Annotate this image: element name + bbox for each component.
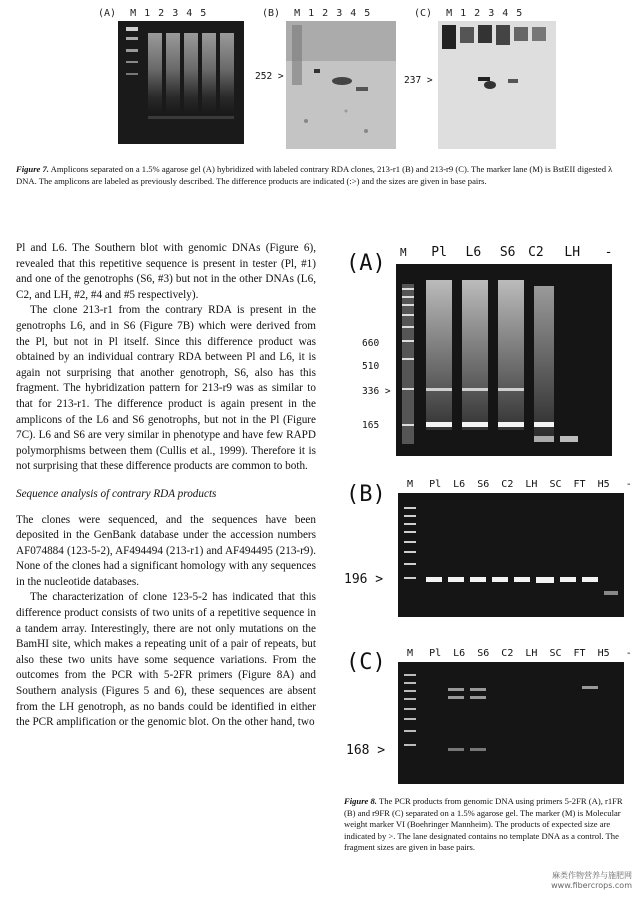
fig8-a-size-510: 510 (362, 361, 380, 372)
site-watermark (520, 870, 632, 890)
fig8-a-lane-c2: C2 (528, 245, 544, 260)
fig8-caption-label: Figure 8. (344, 796, 377, 806)
fig7-panel-c-lanes: M 1 2 3 4 5 (446, 8, 524, 19)
fig8-b-lane-l6: L6 (453, 479, 466, 490)
fig8-c-lane-pl: Pl (429, 648, 442, 659)
fig7-gel-a (118, 21, 244, 144)
fig8-c-lane-ft: FT (573, 648, 586, 659)
fig8-gel-b-image (398, 493, 624, 617)
fig8-b-lane-s6: S6 (477, 479, 490, 490)
fig7-panel-c-size: 237 > (404, 75, 433, 86)
fig8-a-size-660: 660 (362, 338, 380, 349)
fig7-blot-c (438, 21, 556, 149)
fig8-b-lane-h5: H5 (597, 479, 610, 490)
watermark-line-1: 麻类作物营养与施肥网 (552, 871, 632, 880)
fig8-b-lane-ft: FT (573, 479, 586, 490)
fig8-c-size: 168 > (346, 743, 386, 758)
fig7-caption (16, 164, 624, 187)
fig8-panel-b-lanes (407, 479, 632, 490)
fig7-caption-text: Amplicons separated on a 1.5% agarose gel (A) hybridized with labeled contrary RDA clones, 213-r1 (B) and 213-r9 (C). The marker lane (M) is BstEII digested λ DNA. The amplicons are labeled as previously described. The difference products are indicated (:>) and the sizes are given in base pairs. (16, 164, 613, 186)
fig7-blot-b (286, 21, 396, 149)
fig8-caption (344, 796, 624, 854)
fig8-c-lane-lh: LH (525, 648, 538, 659)
fig7-panel-c-header (414, 8, 523, 19)
fig7-panel-a-header (98, 8, 207, 19)
paragraph-4: The characterization of clone 123-5-2 has indicated that this difference product consists of two units of a repetitive sequence in a tandem array. Interestingly, there are not only mutations on the BamHI site, which makes a repeating unit of a pair of repeats, but also these two units have some sequence variations. From the outcomes from the PCR with 5-2FR primers (Figure 8A) and Southern analysis (Figures 5 and 6), these sequences are absent from the LH genotroph, as no bands could be identified in either the PCR amplification or the genomic blot. On the other hand, two (16, 591, 316, 729)
paragraph-2: The clone 213-r1 from the contrary RDA is present in the genotrophs L6, and in S6 (Figure 7B) which were derived from the Pl, but not in Pl itself. Since this difference product was obtained by an individual contrary RDA between Pl and L6, it is again not surprising that another genotroph, S6, also has this fragment. The hybridization pattern for 213-r9 was as similar to that for 213-r1. The difference product is again present in the amplicons of the L6 and S6 genotrophs, but not in the Pl (Figure 7C). L6 and S6 are very similar in phenotype and have few RAPD polymorphisms between them (Cullis et al., 1999). Therefore it is not surprising that these difference products are common to both. (16, 304, 316, 473)
fig7-panel-b-letter: (B) (262, 8, 281, 19)
fig8-panel-a-letter: (A) (346, 251, 386, 276)
fig8-a-lane-pl: Pl (431, 245, 447, 260)
fig8-c-lane-neg: - (625, 648, 632, 659)
fig8-c-lane-l6: L6 (453, 648, 466, 659)
fig8-panel-c-lanes (407, 648, 632, 659)
fig7-blot-c-image (438, 21, 556, 149)
paragraph-3: The clones were sequenced, and the sequences have been deposited in the GenBank database under the accession numbers AF074884 (123-5-2), AF494494 (213-r1) and AF494495 (213-r9). None of the clones had a significant homology with any sequences in the nucleotide databases. (16, 513, 316, 588)
fig8-panel-a-lanes (400, 245, 612, 260)
fig8-a-size-336: 336 > (362, 386, 391, 397)
fig7-panel-b-size: 252 > (255, 71, 284, 82)
fig8-panel-c-letter: (C) (346, 650, 386, 675)
fig8-b-size: 196 > (344, 572, 384, 587)
fig8-gel-b (398, 493, 624, 617)
fig7-caption-label: Figure 7. (16, 164, 49, 174)
fig8-a-lane-neg: - (604, 245, 613, 260)
fig8-a-lane-m: M (400, 246, 407, 259)
fig8-c-lane-m: M (407, 648, 414, 659)
fig8-a-lane-l6: L6 (465, 245, 482, 260)
fig7-gel-a-image (118, 21, 244, 144)
fig7-panel-a-letter: (A) (98, 8, 117, 19)
fig8-c-lane-h5: H5 (597, 648, 610, 659)
fig8-a-lane-s6: S6 (499, 245, 516, 260)
fig8-b-lane-pl: Pl (429, 479, 442, 490)
fig8-b-lane-neg: - (625, 479, 632, 490)
fig8-gel-c-image (398, 662, 624, 784)
fig8-gel-c (398, 662, 624, 784)
paragraph-1: Pl and L6. The Southern blot with genomic DNAs (Figure 6), revealed that this repetitive sequence is present in tester (Pl, #1) and one of the genotrophs (S6, #3) but not in the other DNAs (L6, C2, and LH, #2, #4 and #5 respectively). (16, 242, 316, 301)
fig8-a-size-165: 165 (362, 420, 380, 431)
left-column (16, 241, 316, 731)
fig8-b-lane-sc: SC (549, 479, 562, 490)
fig8-c-lane-c2: C2 (501, 648, 514, 659)
fig8-gel-a (396, 264, 612, 456)
fig8-panel-b-letter: (B) (346, 482, 386, 507)
fig7-panel-b-header (262, 8, 371, 19)
fig7-panel-b-lanes: M 1 2 3 4 5 (294, 8, 372, 19)
fig8-b-lane-c2: C2 (501, 479, 514, 490)
section-title: Sequence analysis of contrary RDA products (16, 487, 217, 500)
fig8-a-lane-lh: LH (564, 245, 581, 260)
watermark-line-2: www.fibercrops.com (551, 881, 632, 890)
fig7-blot-b-image (286, 21, 396, 149)
fig8-b-lane-m: M (407, 479, 414, 490)
fig8-caption-text: The PCR products from genomic DNA using primers 5-2FR (A), r1FR (B) and r9FR (C) separated on a 1.5% agarose gel. The marker (M) is Molecular weight marker VI (Boehringer Mannheim). The products of expected size are indicated by >. The lane designated contains no template DNA as a control. The fragment sizes are given in base pairs. (344, 796, 623, 853)
fig8-c-lane-sc: SC (549, 648, 562, 659)
fig7-panel-a-lanes: M 1 2 3 4 5 (130, 8, 208, 19)
fig8-c-lane-s6: S6 (477, 648, 490, 659)
fig7-panel-c-letter: (C) (414, 8, 433, 19)
fig8-gel-a-image (396, 264, 612, 456)
fig8-b-lane-lh: LH (525, 479, 538, 490)
